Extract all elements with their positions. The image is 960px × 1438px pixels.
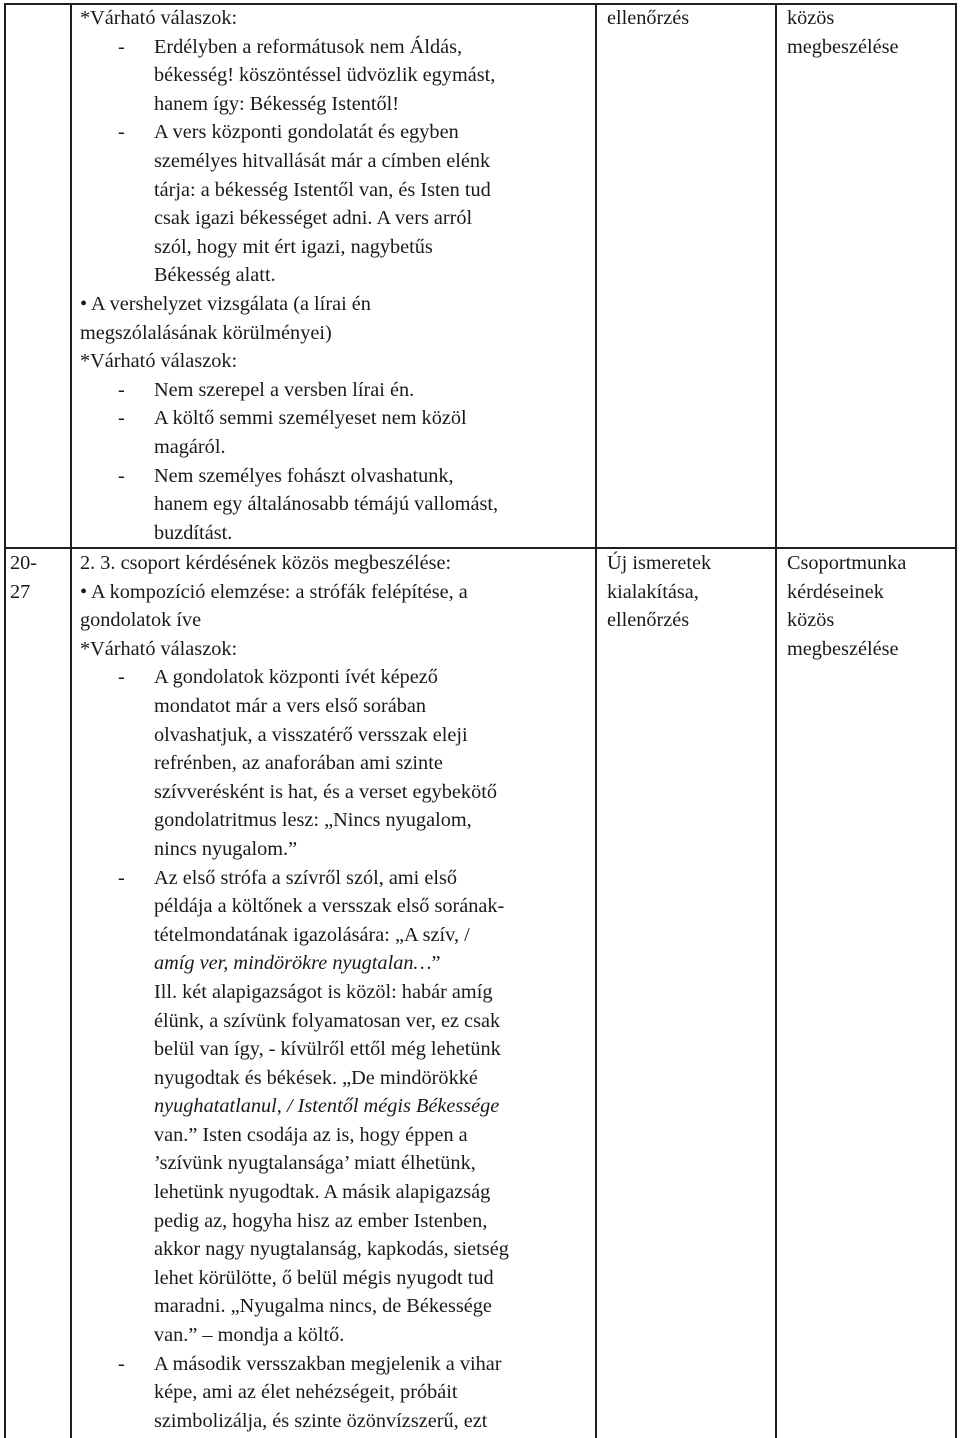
bullet-task: • A vershelyzet vizsgálata (a lírai én [80,292,371,315]
lesson-number-cell [10,549,68,606]
answer-line: magáról. [154,435,226,458]
dash-marker: - [118,378,125,401]
dash-marker: - [118,464,125,487]
answer-line: lehet körülötte, ő belül mégis nyugodt tud [154,1266,494,1289]
answer-line: A második versszakban megjelenik a vihar [154,1352,502,1375]
method-line: Csoportmunka [787,552,907,574]
answer-line: olvashatjuk, a visszatérő versszak eleji [154,723,468,746]
answer-line: A gondolatok központi ívét képező [154,666,438,689]
bullet-task: megszólalásának körülményei) [80,321,332,344]
answer-line: van.” Isten csodája az is, hogy éppen a [154,1123,468,1146]
quote-close: ” [431,952,441,975]
answer-item [80,118,595,290]
answer-line: békesség! köszöntéssel üdvözlik egymást, [154,64,496,87]
answer-line: Nem személyes fohászt olvashatunk, [154,464,454,487]
dash-marker: - [118,121,125,144]
dash-marker: - [118,1352,125,1375]
activity-line: kialakítása, [607,580,699,603]
answer-line: akkor nagy nyugtalanság, kapkodás, sietség [154,1238,509,1261]
answer-item [80,663,595,863]
activity-line: ellenőrzés [607,609,690,632]
method-line: megbeszélése [787,35,899,58]
answer-line: hanem egy általánosabb témájú vallomást, [154,493,499,516]
answer-line: A vers központi gondolatát és egyben [154,121,459,144]
answer-line: nincs nyugalom.” [154,837,298,860]
lesson-number-line: 20- [10,552,38,574]
answer-line: élünk, a szívünk folyamatosan ver, ez csak [154,1009,501,1032]
method-line: közös [787,609,835,632]
answer-line: Békesség alatt. [154,264,276,287]
answer-line: tételmondatának igazolására: „A szív, / [154,923,470,946]
answer-line: csak igazi békességet adni. A vers arról [154,207,473,230]
answer-line-quote [154,949,595,978]
answer-line: Nem szerepel a versben lírai én. [154,378,415,401]
answer-item [80,33,595,119]
method-line: kérdéseinek [787,580,884,603]
answer-line: gondolatritmus lesz: „Nincs nyugalom, [154,809,472,832]
row2-content-cell [80,549,595,1435]
method-line: megbeszélése [787,637,899,660]
answer-line: van.” – mondja a költő. [154,1324,345,1347]
dash-marker: - [118,866,125,889]
answer-line: személyes hitvallását már a címben elénk [154,149,491,172]
answer-line: pedig az, hogyha hisz az ember Istenben, [154,1209,488,1232]
answer-line: ’szívünk nyugtalansága’ miatt élhetünk, [154,1152,476,1175]
row1-activity-cell [607,4,772,33]
quote-italic: amíg ver, mindörökre nyugtalan… [154,952,432,975]
row2-activity-cell [607,549,772,635]
answer-line: szimbolizálja, és szinte özönvízszerű, ezt [154,1409,488,1432]
column-divider-1 [70,3,72,1438]
activity-line: Új ismeretek [607,552,712,574]
answer-line: nyugodtak és békések. „De mindörökké [154,1066,478,1089]
answer-line: Az első strófa a szívről szól, ami első [154,866,458,889]
answer-line: szívverésként is hat, és a verset egybekötő [154,780,497,803]
table-border-left [4,3,6,1438]
answer-line: Ill. két alapigazságot is közöl: habár amíg [154,980,493,1003]
answer-item [80,462,595,548]
table-border-right [955,3,957,1438]
row1-content-cell [80,4,595,547]
answer-item [80,864,595,1350]
method-line: közös [787,7,835,29]
row1-method-cell [787,4,952,61]
column-divider-2 [595,3,597,1438]
answer-line: belül van így, - kívülről ettől még lehetünk [154,1038,501,1061]
answer-line: A költő semmi személyeset nem közöl [154,407,467,430]
answer-line: lehetünk nyugodtak. A másik alapigazság [154,1181,491,1204]
answer-line: maradni. „Nyugalma nincs, de Békessége [154,1295,492,1318]
answer-line: mondatot már a vers első sorában [154,694,427,717]
answer-line: hanem így: Békesség Istentől! [154,92,400,115]
expected-answers-label: *Várható válaszok: [80,637,238,660]
expected-answers-label: *Várható válaszok: [80,7,238,29]
bullet-task: • A kompozíció elemzése: a strófák felépítése, a [80,580,468,603]
dash-marker: - [118,407,125,430]
answer-line-quote: nyughatatlanul, / Istentől mégis Békessége [154,1095,500,1118]
column-divider-3 [775,3,777,1438]
answer-line: Erdélyben a reformátusok nem Áldás, [154,35,463,58]
answer-item [80,404,595,461]
answer-line: példája a költőnek a versszak első sorának- [154,895,505,918]
answer-item [80,376,595,405]
answer-line: képe, ami az élet nehézségeit, próbáit [154,1381,458,1404]
answer-line: szól, hogy mit ért igazi, nagybetűs [154,235,433,258]
dash-marker: - [118,666,125,689]
expected-answers-label: *Várható válaszok: [80,350,238,373]
bullet-task: gondolatok íve [80,609,202,632]
row2-method-cell [787,549,952,663]
activity-text: ellenőrzés [607,7,690,29]
answer-line: tárja: a békesség Istentől van, és Isten tud [154,178,491,201]
answer-line: buzdítást. [154,521,233,544]
group-question-heading: 2. 3. csoport kérdésének közös megbeszélése: [80,552,452,574]
answer-line: refrénben, az anaforában ami szinte [154,752,443,775]
dash-marker: - [118,35,125,58]
answer-item [80,1350,595,1436]
lesson-number-line: 27 [10,580,31,603]
